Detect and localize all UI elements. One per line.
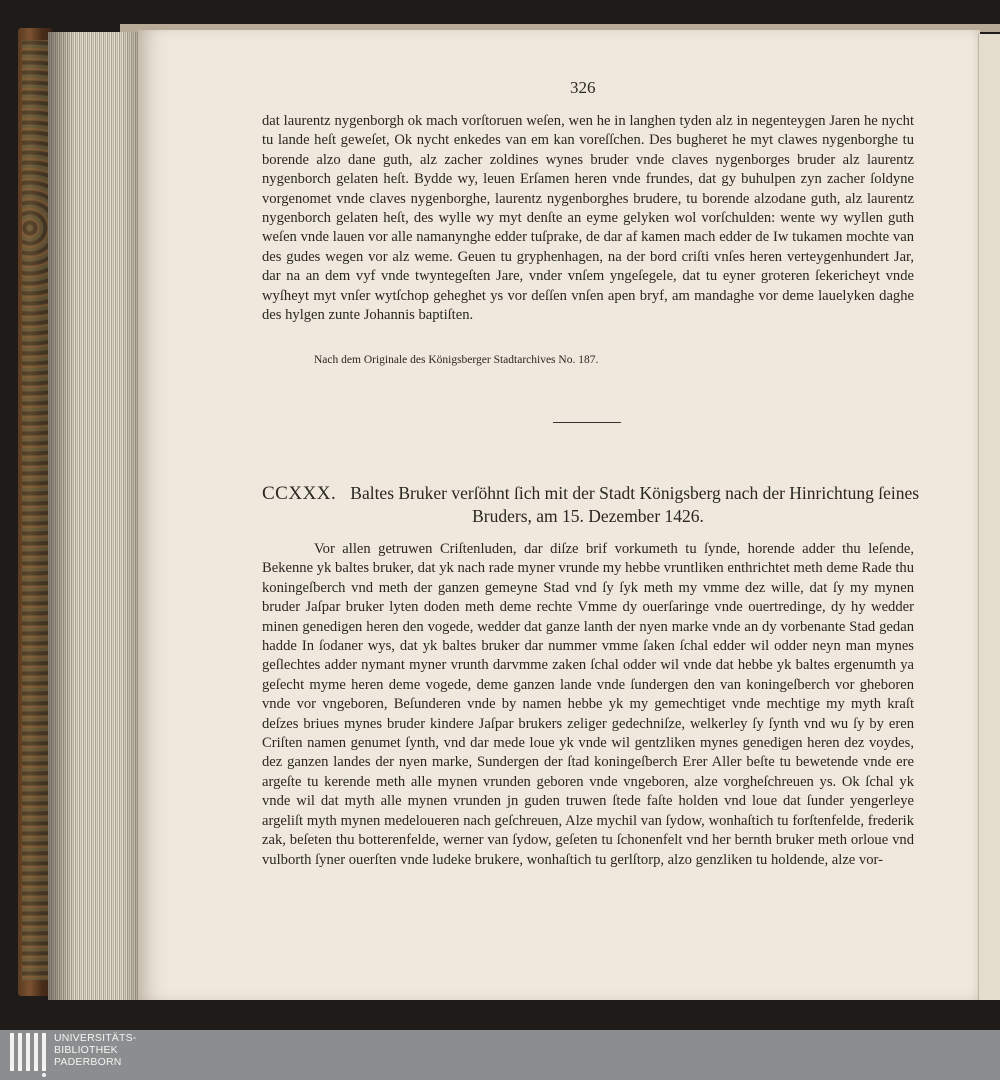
letter-text-continued: [262, 112, 914, 325]
paragraph: dat laurentz nygenborgh ok mach vorſtoruen weſen, wen he in langhen tyden alz in negenteygen Jaren he nycht tu lande heſt geweſet, Ok nycht enkedes van em kan voreſſchen. Des bugheret he myt clawes nygenborghe tu borende alzo dane guth, alz zacher zoldines wynes bruder vnde claves nygenborges bruder alz laurentz nygenborch gelaten heſt. Bydde wy, leuen Erſamen heren vnde frundes, dat gy buhulpen zyn zacher ſoldyne vorgenomet vnde claves nygenborghe, laurentz nygenborghes brudere, tu borende alzodane guth, alz laurentz nygenborch gelaten heſt, des wylle wy myt denſte an eyme gelyken wol vorſchulden: wente wy wyllen guth weſen vnde lauen vor alle namanynghe edder tuſprake, de dar af kamen mach edder de Iw tukamen mochte van des gudes wegen vor alz weme. Geuen tu gryphenhagen, na der bord criſti vnſes heren verteygenhundert Jar, dar na an dem vyf vnde twyntegeſten Jare, vnder vnſem yngeſegele, dat tu eyner groteren ſekericheyt vnde wyſheyt myt vnſer wytſchop geheghet ys vor deſſen vnſen apen bryf, am mandaghe vor deme lauelyken daghe des hylgen zunte Johannis baptiſten.: [262, 113, 914, 324]
heading-title-line1: Baltes Bruker verſöhnt ſich mit der Stadt Königsberg nach der Hinrichtung ſeines: [350, 483, 920, 503]
footer-bar: [0, 1030, 1000, 1080]
section-divider: [553, 422, 621, 423]
document-heading: [262, 483, 920, 527]
marbled-endpaper: [22, 40, 48, 980]
facing-page-edge: [978, 34, 1000, 1000]
paragraph: Vor allen getruwen Criſtenluden, dar diſze brif vorkumeth tu ſynde, horende adder thu leſende, Bekenne yk baltes bruker, dat yk nach rade myner vrunde my hebbe vruntliken enthrichtet meth deme Rade thu koningeſberch vnd meth der ganzen gemeyne Stad vnd ſy ſyk meth my vmme dez wille, dat ſy my mynen bruder Jaſpar bruker lyten doden meth deme rechte Vmme dy ouerſaringe vnde ouertredinge, dy hy wedder minen genedigen heren den vogede, wedder dat ganze lanth der nyen marke vnde an dy vorbenante Stad gedan hadde In ſodaner wys, dat yk baltes bruker dar nummer vmme ſaken ſchal edder wil odder neyn man mynes geſlechtes adder nymant myner vrunth darvmme zaken ſchal odder wil vnde dat hebbe yk baltes ergenumth ya geſecht myme heren deme vogede, deme ganzen lande vnde ſundergen den van koningeſberch vor gheboren vnde vor vngeboren, Beſunderen vnde by namen hebbe yk my gemechtiget vnde mechtige my myth kraſt deſzes briues mynes bruder kindere Jaſpar brukers zeliger gedechniſze, welkerley ſy ſynth vnd wu ſy by eren Criſten namen genumet ſynth, vnd dar mede loue yk vnde wil gentzliken mynes genedigen heren dez voydes, dez ganzen landes der nyen marke, Sundergen der ſtad koningeſberch Erer Aller beſte tu bewetende vnde ere argeſte tu kerende meth alle mynen vrunden geboren vnde vngeboren, alze vorgheſchreuen ys. Ok ſchal yk vnde wil dat myth alle mynen vrunden jn guden truwen ſtede faſte holden vnd loue dat ſunder yengerleye argeliſt myth mynen medeloueren nach geſchreuen, Alze mychil van ſydow, wonhaſtich tu forſtenfelde, frederik zak, beſeten thu botterenfelde, werner van ſydow, geſeten tu ſchonenfelt vnd her bernth bruker meth orloue vnd vulborth ſyner ouerſten vnde ludeke brukere, wonhaſtich tu gerlſtorp, alzo genzliken tu holdende, alze vor-: [262, 541, 914, 868]
heading-title-line2: Bruders, am 15. Dezember 1426.: [472, 506, 704, 526]
institution-name: UNIVERSITÄTS- BIBLIOTHEK PADERBORN: [54, 1032, 137, 1069]
document-number: CCXXX.: [262, 483, 337, 504]
page-number: 326: [570, 78, 596, 97]
source-note: Nach dem Originale des Königsberger Stadtarchives No. 187.: [314, 354, 599, 366]
document-body: [262, 540, 914, 870]
library-logo-icon: [8, 1033, 52, 1077]
